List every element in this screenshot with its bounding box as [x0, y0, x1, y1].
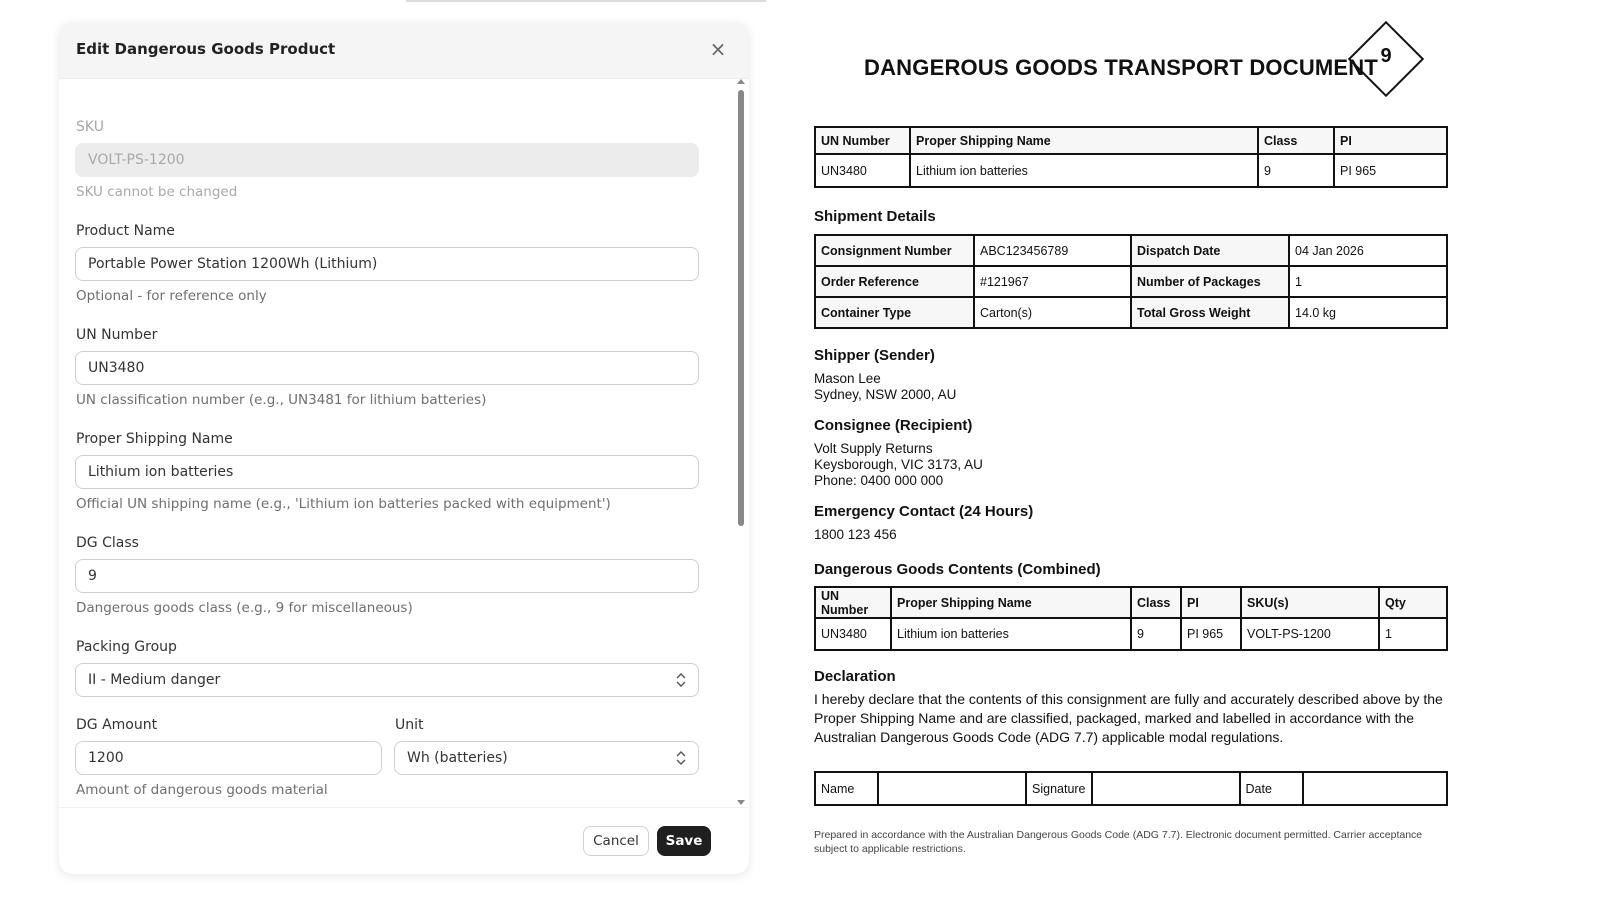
sku-label: SKU [76, 119, 104, 135]
table-row [815, 235, 1447, 266]
table-cell: VOLT-PS-1200 [1241, 618, 1379, 650]
chevron-updown-icon [676, 671, 686, 689]
table-cell: 9 [1131, 618, 1181, 650]
class-9-hazard-diamond-icon [1347, 20, 1425, 98]
dialog-body[interactable] [59, 79, 749, 830]
table-cell: ABC123456789 [974, 235, 1131, 266]
contents-table [814, 586, 1448, 651]
scroll-down-arrow-icon[interactable] [737, 800, 745, 805]
declaration-text: I hereby declare that the contents of this consignment are fully and accurately described above by the Proper Shipping Name and are classified, packaged, marked and labelled in accordance with the Australian Dangerous Goods Code (ADG 7.7) applicable modal regulations. [814, 691, 1443, 745]
unit-label: Unit [395, 717, 424, 733]
shipment-details-table [814, 234, 1448, 329]
table-cell: UN3480 [815, 618, 891, 650]
unit-select[interactable] [394, 741, 699, 775]
scroll-up-arrow-icon[interactable] [737, 79, 745, 84]
product-name-input[interactable]: Portable Power Station 1200Wh (Lithium) [75, 247, 699, 281]
table-cell: PI 965 [1334, 154, 1447, 187]
consignee-line: Phone: 0400 000 000 [814, 473, 944, 488]
table-header-cell: PI [1181, 587, 1241, 618]
shipper-line: Sydney, NSW 2000, AU [814, 387, 957, 402]
table-label-cell: Order Reference [815, 266, 974, 297]
table-row [815, 618, 1447, 650]
shipping-name-hint: Official UN shipping name (e.g., 'Lithium ion batteries packed with equipment') [76, 496, 611, 512]
table-header-cell: Class [1131, 587, 1181, 618]
table-cell: 1 [1289, 266, 1447, 297]
table-header-cell: Proper Shipping Name [910, 127, 1258, 154]
table-cell: 1 [1379, 618, 1447, 650]
cancel-button[interactable]: Cancel [583, 826, 649, 856]
consignee-title: Consignee (Recipient) [814, 417, 973, 434]
product-name-hint: Optional - for reference only [76, 288, 267, 304]
signature-label-cell: Signature [1026, 772, 1092, 805]
dialog-title: Edit Dangerous Goods Product [76, 40, 336, 58]
save-button[interactable]: Save [657, 826, 711, 856]
declaration-title: Declaration [814, 668, 896, 685]
un-number-hint: UN classification number (e.g., UN3481 for lithium batteries) [76, 392, 487, 408]
date-label-cell: Date [1240, 772, 1303, 805]
top-divider [406, 0, 766, 2]
dg-amount-input[interactable]: 1200 [75, 741, 382, 775]
document-title: DANGEROUS GOODS TRANSPORT DOCUMENT [864, 55, 1379, 80]
table-cell: 9 [1258, 154, 1334, 187]
table-row [815, 772, 1447, 805]
table-header-row [815, 587, 1447, 618]
un-number-input[interactable]: UN3480 [75, 351, 699, 385]
table-header-cell: Proper Shipping Name [891, 587, 1131, 618]
packing-group-value: II - Medium danger [88, 672, 221, 688]
signature-field [1092, 772, 1240, 805]
un-number-label: UN Number [76, 327, 158, 343]
footer-note: Prepared in accordance with the Australian Dangerous Goods Code (ADG 7.7). Electronic document permitted. Carrier acceptance subject to applicable restrictions. [814, 829, 1423, 855]
dg-class-input[interactable]: 9 [75, 559, 699, 593]
table-cell: Carton(s) [974, 297, 1131, 328]
name-field [878, 772, 1026, 805]
shipper-title: Shipper (Sender) [814, 347, 935, 364]
emergency-title: Emergency Contact (24 Hours) [814, 503, 1034, 520]
table-label-cell: Number of Packages [1131, 266, 1289, 297]
table-cell: PI 965 [1181, 618, 1241, 650]
shipping-name-label: Proper Shipping Name [76, 431, 233, 447]
table-header-cell: UN Number [815, 587, 891, 618]
dg-amount-hint: Amount of dangerous goods material [76, 782, 328, 798]
shipper-line: Mason Lee [814, 371, 881, 386]
table-row [815, 154, 1447, 187]
dg-amount-label: DG Amount [76, 717, 158, 733]
table-label-cell: Consignment Number [815, 235, 974, 266]
table-header-cell: UN Number [815, 127, 910, 154]
date-field [1303, 772, 1447, 805]
table-cell: UN3480 [815, 154, 910, 187]
contents-title: Dangerous Goods Contents (Combined) [814, 561, 1101, 578]
emergency-phone: 1800 123 456 [814, 527, 897, 542]
dg-class-hint: Dangerous goods class (e.g., 9 for miscellaneous) [76, 600, 413, 616]
consignee-line: Volt Supply Returns [814, 441, 933, 456]
table-row [815, 266, 1447, 297]
shipment-details-title: Shipment Details [814, 208, 936, 225]
sku-input: VOLT-PS-1200 [75, 143, 699, 177]
signature-table [814, 771, 1448, 806]
packing-group-select[interactable] [75, 663, 699, 697]
table-header-row [815, 127, 1447, 154]
dg-class-label: DG Class [76, 535, 139, 551]
name-label-cell: Name [815, 772, 878, 805]
table-label-cell: Total Gross Weight [1131, 297, 1289, 328]
close-icon[interactable]: × [709, 37, 727, 61]
shipping-name-input[interactable]: Lithium ion batteries [75, 455, 699, 489]
table-header-cell: Class [1258, 127, 1334, 154]
consignee-line: Keysborough, VIC 3173, AU [814, 457, 983, 472]
packing-group-label: Packing Group [76, 639, 177, 655]
table-cell: Lithium ion batteries [910, 154, 1258, 187]
dialog-footer [59, 807, 749, 874]
table-header-cell: PI [1334, 127, 1447, 154]
table-header-cell: SKU(s) [1241, 587, 1379, 618]
table-label-cell: Dispatch Date [1131, 235, 1289, 266]
chevron-updown-icon [676, 749, 686, 767]
edit-product-dialog [59, 22, 749, 874]
table-cell: #121967 [974, 266, 1131, 297]
table-row [815, 297, 1447, 328]
table-label-cell: Container Type [815, 297, 974, 328]
table-cell: Lithium ion batteries [891, 618, 1131, 650]
summary-table [814, 126, 1448, 188]
product-name-label: Product Name [76, 223, 175, 239]
dialog-header [59, 22, 749, 79]
unit-value: Wh (batteries) [407, 750, 508, 766]
hazard-class-number: 9 [1380, 45, 1392, 67]
sku-hint: SKU cannot be changed [76, 184, 238, 200]
table-cell: 04 Jan 2026 [1289, 235, 1447, 266]
table-cell: 14.0 kg [1289, 297, 1447, 328]
table-header-cell: Qty [1379, 587, 1447, 618]
transport-document [800, 0, 1600, 900]
scrollbar-thumb[interactable] [738, 90, 744, 526]
